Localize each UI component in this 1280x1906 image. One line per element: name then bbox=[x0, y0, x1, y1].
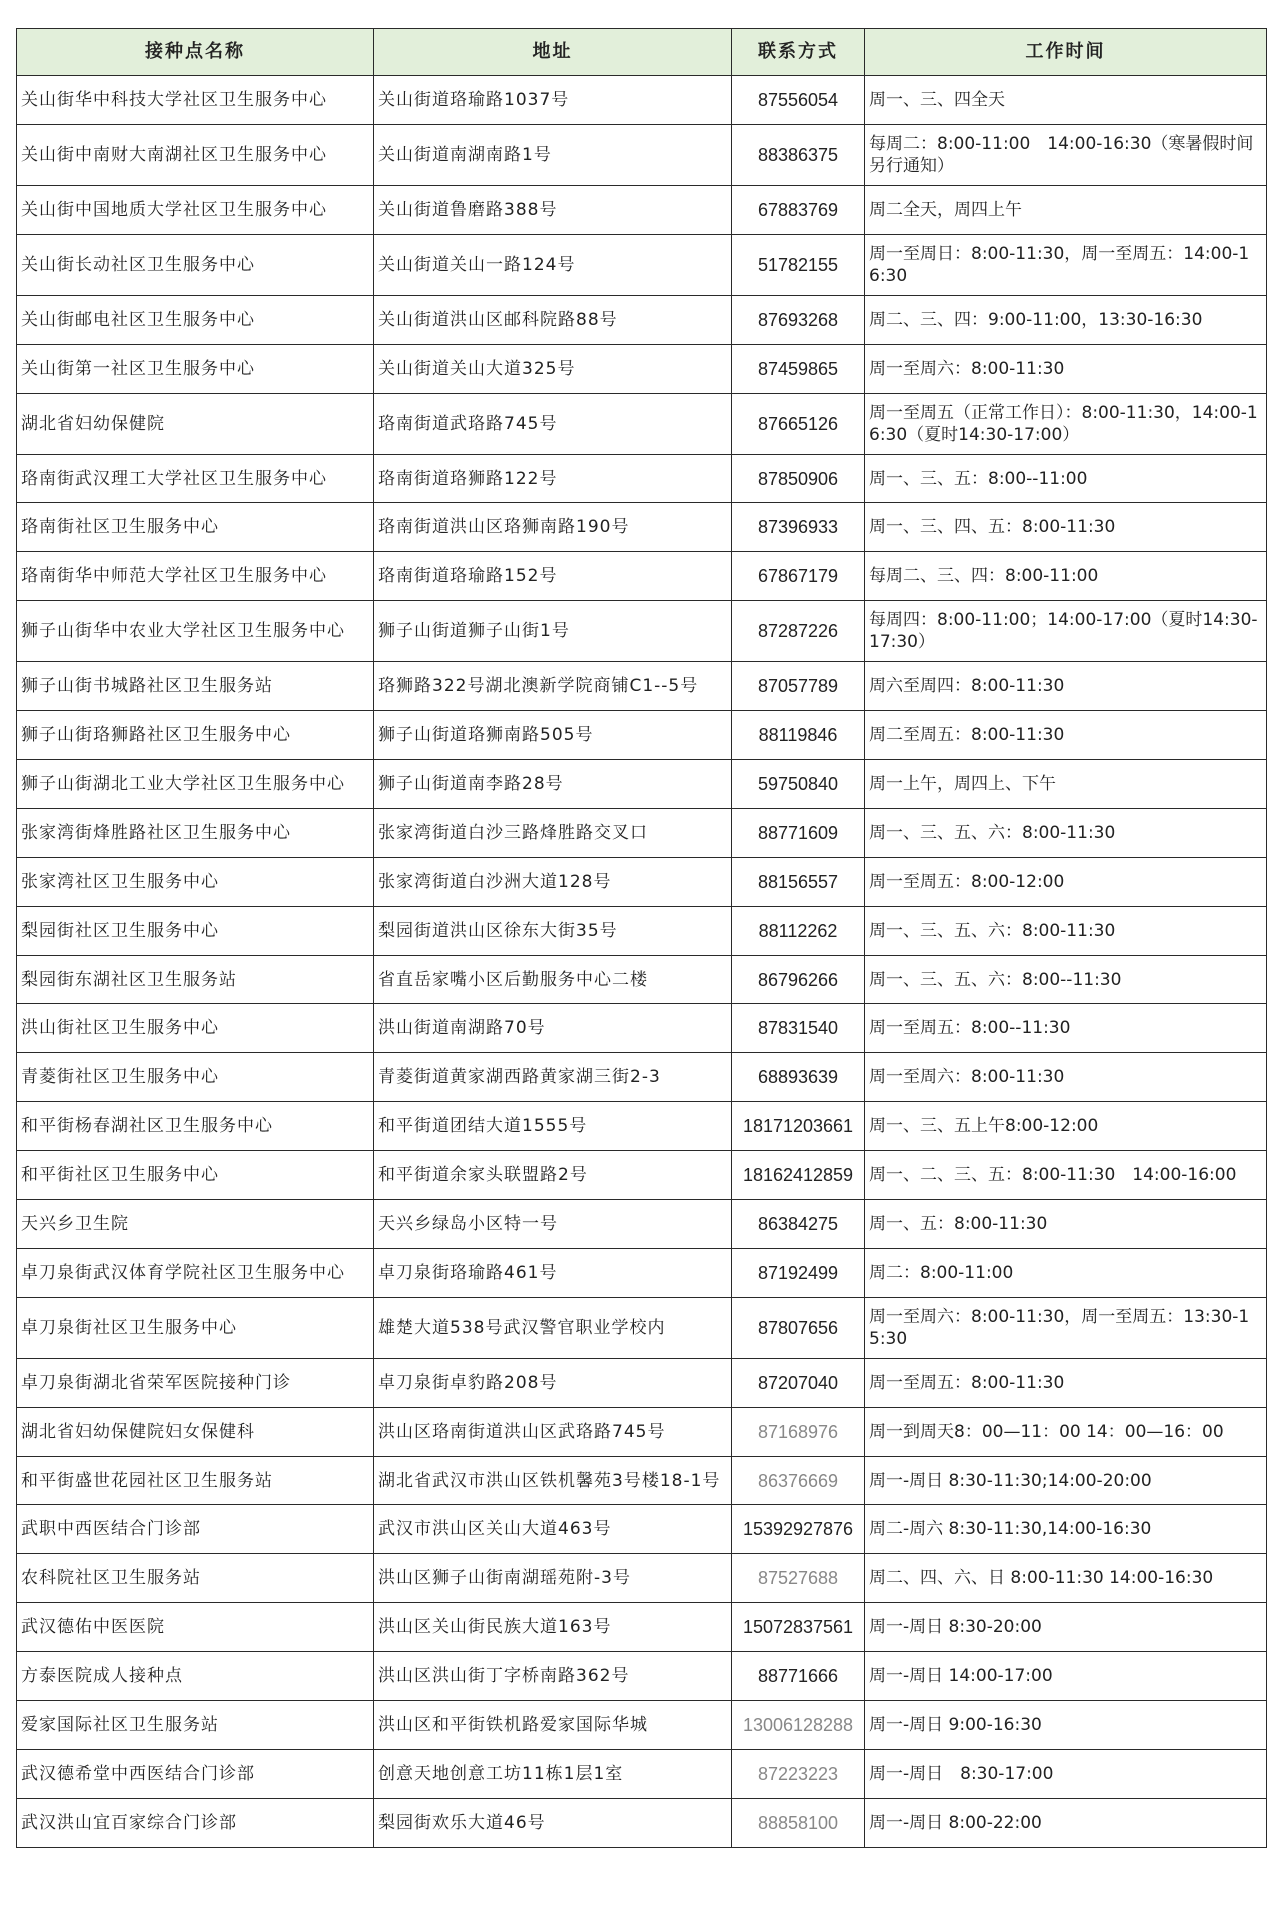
address-cell: 洪山区狮子山街南湖瑶苑附-3号 bbox=[374, 1554, 732, 1603]
table-row bbox=[17, 1798, 1267, 1847]
hours-cell: 每周二、三、四：8:00-11:00 bbox=[865, 552, 1267, 601]
site-name-cell: 狮子山街湖北工业大学社区卫生服务中心 bbox=[17, 760, 374, 809]
hours-cell: 周一、三、四、五：8:00-11:30 bbox=[865, 503, 1267, 552]
site-name-cell: 关山街中南财大南湖社区卫生服务中心 bbox=[17, 124, 374, 185]
header-address: 地址 bbox=[374, 29, 732, 76]
hours-cell: 每周二：8:00-11:00 14:00-16:30（寒暑假时间另行通知） bbox=[865, 124, 1267, 185]
address-cell: 和平街道余家头联盟路2号 bbox=[374, 1151, 732, 1200]
site-name-cell: 卓刀泉街社区卫生服务中心 bbox=[17, 1297, 374, 1358]
table-row bbox=[17, 1652, 1267, 1701]
address-cell: 青菱街道黄家湖西路黄家湖三街2-3 bbox=[374, 1053, 732, 1102]
hours-cell: 周二-周六 8:30-11:30,14:00-16:30 bbox=[865, 1505, 1267, 1554]
table-row bbox=[17, 857, 1267, 906]
site-name-cell: 和平街盛世花园社区卫生服务站 bbox=[17, 1456, 374, 1505]
hours-cell: 周一、三、五、六：8:00--11:30 bbox=[865, 955, 1267, 1004]
address-cell: 雄楚大道538号武汉警官职业学校内 bbox=[374, 1297, 732, 1358]
address-cell: 梨园街道洪山区徐东大街35号 bbox=[374, 906, 732, 955]
phone-cell: 88386375 bbox=[732, 124, 865, 185]
address-cell: 关山街道洪山区邮科院路88号 bbox=[374, 295, 732, 344]
site-name-cell: 武汉洪山宜百家综合门诊部 bbox=[17, 1798, 374, 1847]
hours-cell: 周一-周日 8:00-22:00 bbox=[865, 1798, 1267, 1847]
table-row bbox=[17, 1004, 1267, 1053]
phone-cell: 88771609 bbox=[732, 808, 865, 857]
hours-cell: 周一、三、五、六：8:00-11:30 bbox=[865, 906, 1267, 955]
address-cell: 狮子山街道珞狮南路505号 bbox=[374, 711, 732, 760]
address-cell: 省直岳家嘴小区后勤服务中心二楼 bbox=[374, 955, 732, 1004]
hours-cell: 周一至周五：8:00-12:00 bbox=[865, 857, 1267, 906]
table-row bbox=[17, 1200, 1267, 1249]
hours-cell: 周一、二、三、五：8:00-11:30 14:00-16:00 bbox=[865, 1151, 1267, 1200]
site-name-cell: 关山街中国地质大学社区卫生服务中心 bbox=[17, 185, 374, 234]
phone-cell: 51782155 bbox=[732, 234, 865, 295]
site-name-cell: 爱家国际社区卫生服务站 bbox=[17, 1701, 374, 1750]
site-name-cell: 武职中西医结合门诊部 bbox=[17, 1505, 374, 1554]
phone-cell: 87192499 bbox=[732, 1248, 865, 1297]
table-row bbox=[17, 1554, 1267, 1603]
table-row bbox=[17, 124, 1267, 185]
hours-cell: 周二：8:00-11:00 bbox=[865, 1248, 1267, 1297]
address-cell: 珞南街道洪山区珞狮南路190号 bbox=[374, 503, 732, 552]
phone-cell: 68893639 bbox=[732, 1053, 865, 1102]
phone-cell: 67867179 bbox=[732, 552, 865, 601]
address-cell: 关山街道关山大道325号 bbox=[374, 344, 732, 393]
address-cell: 洪山区珞南街道洪山区武珞路745号 bbox=[374, 1407, 732, 1456]
phone-cell: 88771666 bbox=[732, 1652, 865, 1701]
header-hours: 工作时间 bbox=[865, 29, 1267, 76]
table-row bbox=[17, 76, 1267, 125]
site-name-cell: 关山街邮电社区卫生服务中心 bbox=[17, 295, 374, 344]
phone-cell: 87057789 bbox=[732, 662, 865, 711]
hours-cell: 周二至周五：8:00-11:30 bbox=[865, 711, 1267, 760]
phone-cell: 87396933 bbox=[732, 503, 865, 552]
table-row bbox=[17, 1603, 1267, 1652]
hours-cell: 周二全天，周四上午 bbox=[865, 185, 1267, 234]
phone-cell: 15392927876 bbox=[732, 1505, 865, 1554]
table-row bbox=[17, 662, 1267, 711]
phone-cell: 15072837561 bbox=[732, 1603, 865, 1652]
hours-cell: 周一、三、五上午8:00-12:00 bbox=[865, 1102, 1267, 1151]
table-row bbox=[17, 1358, 1267, 1407]
site-name-cell: 梨园街东湖社区卫生服务站 bbox=[17, 955, 374, 1004]
address-cell: 珞南街道武珞路745号 bbox=[374, 393, 732, 454]
hours-cell: 周六至周四：8:00-11:30 bbox=[865, 662, 1267, 711]
table-row bbox=[17, 503, 1267, 552]
address-cell: 珞狮路322号湖北澳新学院商铺C1--5号 bbox=[374, 662, 732, 711]
address-cell: 卓刀泉街卓豹路208号 bbox=[374, 1358, 732, 1407]
vaccination-sites-table-wrapper bbox=[16, 28, 1267, 1848]
address-cell: 梨园街欢乐大道46号 bbox=[374, 1798, 732, 1847]
site-name-cell: 武汉德佑中医医院 bbox=[17, 1603, 374, 1652]
vaccination-sites-table bbox=[16, 28, 1267, 1848]
phone-cell: 87807656 bbox=[732, 1297, 865, 1358]
table-header-row bbox=[17, 29, 1267, 76]
table-row bbox=[17, 760, 1267, 809]
phone-cell: 59750840 bbox=[732, 760, 865, 809]
phone-cell: 87459865 bbox=[732, 344, 865, 393]
site-name-cell: 洪山街社区卫生服务中心 bbox=[17, 1004, 374, 1053]
hours-cell: 周一-周日 8:30-17:00 bbox=[865, 1749, 1267, 1798]
address-cell: 武汉市洪山区关山大道463号 bbox=[374, 1505, 732, 1554]
header-site-name: 接种点名称 bbox=[17, 29, 374, 76]
address-cell: 卓刀泉街珞瑜路461号 bbox=[374, 1248, 732, 1297]
hours-cell: 周一至周六：8:00-11:30，周一至周五：13:30-15:30 bbox=[865, 1297, 1267, 1358]
hours-cell: 周一至周六：8:00-11:30 bbox=[865, 344, 1267, 393]
hours-cell: 周一、三、五、六：8:00-11:30 bbox=[865, 808, 1267, 857]
site-name-cell: 梨园街社区卫生服务中心 bbox=[17, 906, 374, 955]
site-name-cell: 张家湾社区卫生服务中心 bbox=[17, 857, 374, 906]
table-row bbox=[17, 1151, 1267, 1200]
hours-cell: 周一-周日 8:30-11:30;14:00-20:00 bbox=[865, 1456, 1267, 1505]
site-name-cell: 农科院社区卫生服务站 bbox=[17, 1554, 374, 1603]
hours-cell: 周一、五：8:00-11:30 bbox=[865, 1200, 1267, 1249]
phone-cell: 18171203661 bbox=[732, 1102, 865, 1151]
table-row bbox=[17, 601, 1267, 662]
site-name-cell: 天兴乡卫生院 bbox=[17, 1200, 374, 1249]
table-row bbox=[17, 1456, 1267, 1505]
address-cell: 狮子山街道南李路28号 bbox=[374, 760, 732, 809]
header-contact: 联系方式 bbox=[732, 29, 865, 76]
address-cell: 洪山区洪山街丁字桥南路362号 bbox=[374, 1652, 732, 1701]
hours-cell: 周一至周五：8:00-11:30 bbox=[865, 1358, 1267, 1407]
table-row bbox=[17, 906, 1267, 955]
phone-cell: 88156557 bbox=[732, 857, 865, 906]
address-cell: 关山街道鲁磨路388号 bbox=[374, 185, 732, 234]
hours-cell: 每周四：8:00-11:00；14:00-17:00（夏时14:30-17:30） bbox=[865, 601, 1267, 662]
site-name-cell: 关山街第一社区卫生服务中心 bbox=[17, 344, 374, 393]
table-row bbox=[17, 552, 1267, 601]
phone-cell: 88112262 bbox=[732, 906, 865, 955]
table-body bbox=[17, 76, 1267, 1848]
phone-cell: 87527688 bbox=[732, 1554, 865, 1603]
address-cell: 洪山区关山街民族大道163号 bbox=[374, 1603, 732, 1652]
phone-cell: 87850906 bbox=[732, 454, 865, 503]
phone-cell: 87693268 bbox=[732, 295, 865, 344]
hours-cell: 周一至周六：8:00-11:30 bbox=[865, 1053, 1267, 1102]
site-name-cell: 关山街华中科技大学社区卫生服务中心 bbox=[17, 76, 374, 125]
hours-cell: 周一-周日 14:00-17:00 bbox=[865, 1652, 1267, 1701]
hours-cell: 周一至周五：8:00--11:30 bbox=[865, 1004, 1267, 1053]
phone-cell: 86384275 bbox=[732, 1200, 865, 1249]
table-row bbox=[17, 1102, 1267, 1151]
phone-cell: 87207040 bbox=[732, 1358, 865, 1407]
table-row bbox=[17, 393, 1267, 454]
table-row bbox=[17, 454, 1267, 503]
phone-cell: 86796266 bbox=[732, 955, 865, 1004]
address-cell: 湖北省武汉市洪山区铁机馨苑3号楼18-1号 bbox=[374, 1456, 732, 1505]
table-row bbox=[17, 344, 1267, 393]
table-row bbox=[17, 711, 1267, 760]
phone-cell: 13006128288 bbox=[732, 1701, 865, 1750]
table-row bbox=[17, 1505, 1267, 1554]
phone-cell: 87556054 bbox=[732, 76, 865, 125]
address-cell: 张家湾街道白沙洲大道128号 bbox=[374, 857, 732, 906]
hours-cell: 周一到周天8：00—11：00 14：00—16：00 bbox=[865, 1407, 1267, 1456]
table-row bbox=[17, 1749, 1267, 1798]
address-cell: 珞南街道珞瑜路152号 bbox=[374, 552, 732, 601]
table-row bbox=[17, 1701, 1267, 1750]
phone-cell: 87168976 bbox=[732, 1407, 865, 1456]
hours-cell: 周一至周五（正常工作日）：8:00-11:30，14:00-16:30（夏时14:30-17:00） bbox=[865, 393, 1267, 454]
site-name-cell: 珞南街社区卫生服务中心 bbox=[17, 503, 374, 552]
phone-cell: 67883769 bbox=[732, 185, 865, 234]
phone-cell: 87831540 bbox=[732, 1004, 865, 1053]
phone-cell: 88119846 bbox=[732, 711, 865, 760]
site-name-cell: 狮子山街华中农业大学社区卫生服务中心 bbox=[17, 601, 374, 662]
site-name-cell: 湖北省妇幼保健院 bbox=[17, 393, 374, 454]
site-name-cell: 珞南街华中师范大学社区卫生服务中心 bbox=[17, 552, 374, 601]
address-cell: 和平街道团结大道1555号 bbox=[374, 1102, 732, 1151]
table-row bbox=[17, 955, 1267, 1004]
table-row bbox=[17, 1407, 1267, 1456]
address-cell: 洪山区和平街铁机路爱家国际华城 bbox=[374, 1701, 732, 1750]
site-name-cell: 卓刀泉街湖北省荣军医院接种门诊 bbox=[17, 1358, 374, 1407]
site-name-cell: 和平街社区卫生服务中心 bbox=[17, 1151, 374, 1200]
phone-cell: 86376669 bbox=[732, 1456, 865, 1505]
table-row bbox=[17, 185, 1267, 234]
table-row bbox=[17, 1297, 1267, 1358]
address-cell: 关山街道关山一路124号 bbox=[374, 234, 732, 295]
site-name-cell: 张家湾街烽胜路社区卫生服务中心 bbox=[17, 808, 374, 857]
site-name-cell: 青菱街社区卫生服务中心 bbox=[17, 1053, 374, 1102]
address-cell: 关山街道珞瑜路1037号 bbox=[374, 76, 732, 125]
phone-cell: 87287226 bbox=[732, 601, 865, 662]
phone-cell: 18162412859 bbox=[732, 1151, 865, 1200]
hours-cell: 周一-周日 8:30-20:00 bbox=[865, 1603, 1267, 1652]
phone-cell: 87665126 bbox=[732, 393, 865, 454]
table-row bbox=[17, 1248, 1267, 1297]
site-name-cell: 和平街杨春湖社区卫生服务中心 bbox=[17, 1102, 374, 1151]
site-name-cell: 珞南街武汉理工大学社区卫生服务中心 bbox=[17, 454, 374, 503]
site-name-cell: 武汉德希堂中西医结合门诊部 bbox=[17, 1749, 374, 1798]
table-row bbox=[17, 295, 1267, 344]
site-name-cell: 方泰医院成人接种点 bbox=[17, 1652, 374, 1701]
site-name-cell: 卓刀泉街武汉体育学院社区卫生服务中心 bbox=[17, 1248, 374, 1297]
site-name-cell: 狮子山街书城路社区卫生服务站 bbox=[17, 662, 374, 711]
hours-cell: 周一、三、五：8:00--11:00 bbox=[865, 454, 1267, 503]
site-name-cell: 关山街长动社区卫生服务中心 bbox=[17, 234, 374, 295]
address-cell: 张家湾街道白沙三路烽胜路交叉口 bbox=[374, 808, 732, 857]
address-cell: 洪山街道南湖路70号 bbox=[374, 1004, 732, 1053]
address-cell: 狮子山街道狮子山街1号 bbox=[374, 601, 732, 662]
phone-cell: 87223223 bbox=[732, 1749, 865, 1798]
site-name-cell: 狮子山街珞狮路社区卫生服务中心 bbox=[17, 711, 374, 760]
table-row bbox=[17, 1053, 1267, 1102]
table-row bbox=[17, 808, 1267, 857]
phone-cell: 88858100 bbox=[732, 1798, 865, 1847]
hours-cell: 周一、三、四全天 bbox=[865, 76, 1267, 125]
address-cell: 天兴乡绿岛小区特一号 bbox=[374, 1200, 732, 1249]
hours-cell: 周二、三、四：9:00-11:00，13:30-16:30 bbox=[865, 295, 1267, 344]
address-cell: 关山街道南湖南路1号 bbox=[374, 124, 732, 185]
hours-cell: 周一上午，周四上、下午 bbox=[865, 760, 1267, 809]
address-cell: 创意天地创意工坊11栋1层1室 bbox=[374, 1749, 732, 1798]
address-cell: 珞南街道珞狮路122号 bbox=[374, 454, 732, 503]
hours-cell: 周一至周日：8:00-11:30，周一至周五：14:00-16:30 bbox=[865, 234, 1267, 295]
hours-cell: 周二、四、六、日 8:00-11:30 14:00-16:30 bbox=[865, 1554, 1267, 1603]
table-row bbox=[17, 234, 1267, 295]
hours-cell: 周一-周日 9:00-16:30 bbox=[865, 1701, 1267, 1750]
site-name-cell: 湖北省妇幼保健院妇女保健科 bbox=[17, 1407, 374, 1456]
